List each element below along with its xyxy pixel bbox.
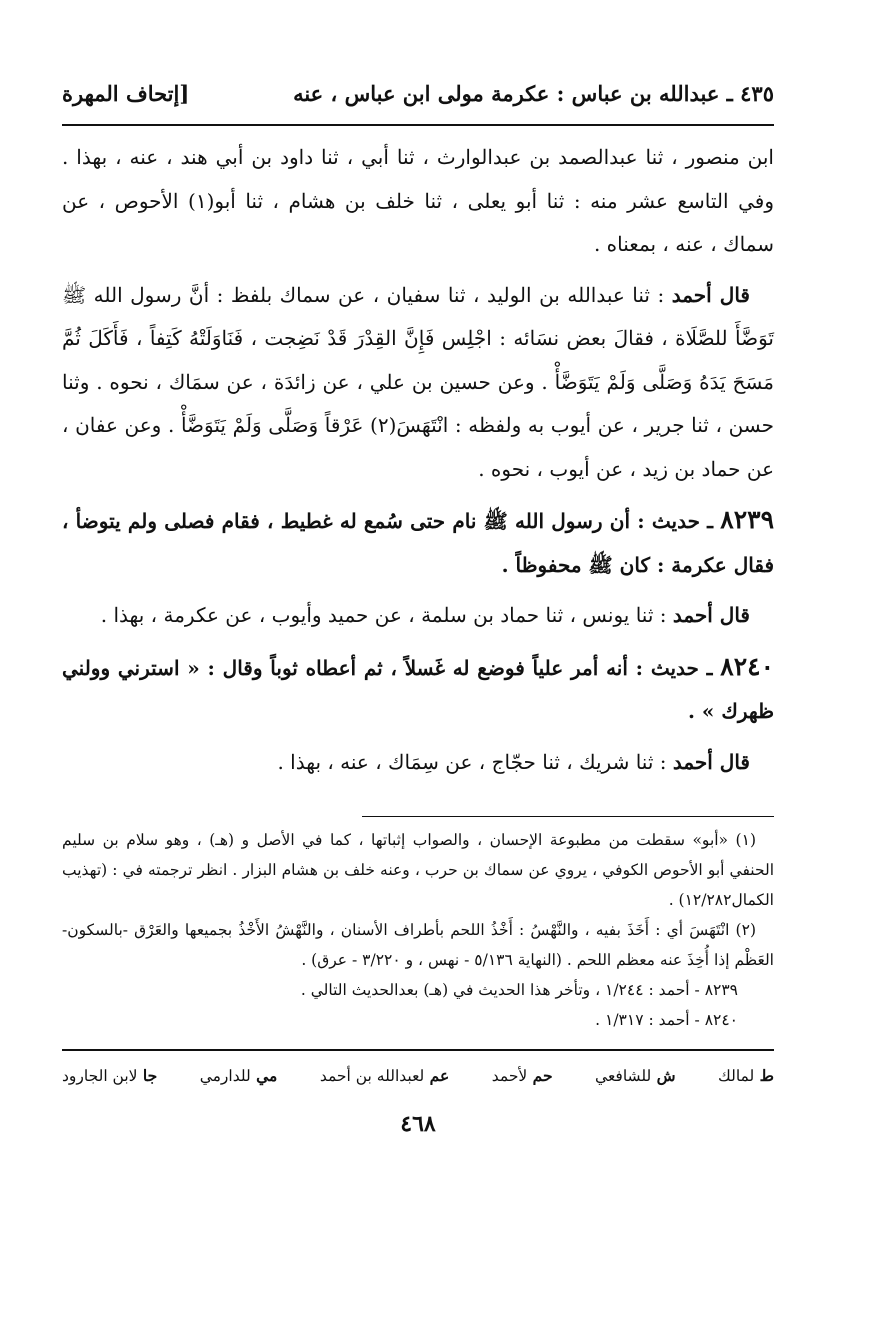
- footnote-2: (٢) انْتَهَسَ أي : أَخَذَ بفيه ، والنَّهْسُ : أَخْذُ اللحم بأطراف الأسنان ، والنَّهْشُ الأَخْذُ بجميعها والعَرْق -بالسكون- العَظْم إذا أُخِذَ عنه معظم اللحم . (النهاية ٥/١٣٦ - نهس ، و ٣/٢٢٠ - عرق) .: [62, 921, 774, 969]
- legend-abbr: ط: [759, 1066, 774, 1085]
- hadith-8239-text: ـ حديث : أن رسول الله ﷺ نام حتى سُمع له غطيط ، فقام فصلى ولم يتوضأ ، فقال عكرمة : كان ﷺ محفوظاً .: [62, 509, 774, 577]
- legend-desc: لمالك: [718, 1067, 755, 1085]
- legend-rule: [62, 1049, 774, 1051]
- source-8239: ٨٢٣٩ - أحمد : ١/٢٤٤ ، وتأخر هذا الحديث في (هـ) بعدالحديث التالي .: [300, 981, 738, 999]
- footnote-1: (١) «أبو» سقطت من مطبوعة الإحسان ، والصواب إثباتها ، كما في الأصل و (هـ) ، وهو سلام بن سليم الحنفي أبو الأحوص الكوفي ، يروي عن سماك بن حرب ، وعنه خلف بن هشام البزار . انظر ترجمته في : (تهذيب الكمال١٢/٢٨٢) .: [62, 831, 774, 909]
- legend-abbr: حم: [532, 1066, 553, 1085]
- abbreviation-legend: [62, 1063, 774, 1089]
- legend-item: [320, 1063, 449, 1089]
- main-text: [62, 136, 774, 784]
- legend-desc: للشافعي: [595, 1067, 652, 1085]
- paragraph-2: [62, 274, 774, 492]
- paragraph-3-text: : ثنا يونس ، ثنا حماد بن سلمة ، عن حميد وأيوب ، عن عكرمة ، بهذا .: [100, 603, 667, 627]
- page-number: ٤٦٨: [400, 1111, 436, 1137]
- header-book-title: [إتحاف المهرة: [62, 81, 190, 106]
- paragraph-3-lead: قال أحمد: [672, 603, 750, 627]
- paragraph-2-lead: قال أحمد: [671, 282, 750, 307]
- hadith-8240: [62, 645, 774, 734]
- legend-abbr: مي: [256, 1066, 278, 1085]
- legend-item: [718, 1063, 774, 1089]
- running-header: [62, 74, 774, 114]
- paragraph-4-text: : ثنا شريك ، ثنا حجّاج ، عن سِمَاك ، عنه ، بهذا .: [277, 749, 667, 774]
- legend-abbr: جا: [142, 1066, 158, 1085]
- paragraph-1: [62, 136, 774, 267]
- paragraph-4-lead: قال أحمد: [672, 749, 750, 774]
- header-chapter-title: ٤٣٥ ـ عبدالله بن عباس : عكرمة مولى ابن عباس ، عنه: [293, 81, 774, 106]
- paragraph-2-text: : ثنا عبدالله بن الوليد ، ثنا سفيان ، عن سماك بلفظ : أنَّ رسول الله ﷺ تَوَضَّأَ للصَّلَاة ، فقالَ بعض نسَائه : اجْلِس فَإِنَّ القِدْرَ قَدْ نَضِجت ، فَنَاوَلَتْهُ كَتِفاً ، فَأَكَلَ ثُمَّ مَسَحَ يَدَهُ وَصَلَّى وَلَمْ يَتَوَضَّأْ . وعن حسين بن علي ، عن زائدَة ، عن سمَاك ، نحوه . وثنا حسن ، ثنا جرير ، عن أيوب به ولفظه : انْتَهَسَ(٢) عَرْقاً وَصَلَّى وَلَمْ يَتَوَضَّأْ . وعن عفان ، عن حماد بن زيد ، عن أيوب ، نحوه .: [62, 282, 774, 481]
- legend-item: [492, 1063, 553, 1089]
- legend-abbr: عم: [429, 1066, 450, 1085]
- legend-desc: للدارمي: [199, 1067, 251, 1085]
- hadith-8239: [62, 498, 774, 587]
- legend-abbr: ش: [656, 1066, 676, 1085]
- source-8240: ٨٢٤٠ - أحمد : ١/٣١٧ .: [595, 1011, 738, 1029]
- legend-desc: لعبدالله بن أحمد: [319, 1067, 425, 1085]
- legend-desc: لابن الجارود: [62, 1067, 138, 1085]
- paragraph-1-text: ابن منصور ، ثنا عبدالصمد بن عبدالوارث ، ثنا أبي ، ثنا داود بن أبي هند ، عنه ، بهذا . وفي التاسع عشر منه : ثنا أبو يعلى ، ثنا خلف بن هشام ، ثنا أبو(١) الأحوص ، عن سماك ، عنه ، بمعناه .: [62, 145, 774, 256]
- legend-desc: لأحمد: [491, 1067, 528, 1085]
- paragraph-4: [62, 741, 774, 785]
- hadith-8239-number: ٨٢٣٩: [720, 505, 774, 534]
- hadith-8240-text: ـ حديث : أنه أمر علياً فوضع له غَسلاً ، ثم أعطاه ثوباً وقال : « استرني وولني ظهرك » .: [62, 655, 774, 723]
- footnotes: [62, 825, 774, 1035]
- book-page: [62, 74, 774, 1137]
- header-rule: [62, 124, 774, 126]
- hadith-8240-number: ٨٢٤٠: [720, 651, 774, 681]
- legend-item: [200, 1063, 278, 1089]
- paragraph-3: [62, 594, 774, 638]
- legend-item: [62, 1063, 157, 1089]
- legend-item: [595, 1063, 676, 1089]
- footnote-separator: [362, 816, 774, 817]
